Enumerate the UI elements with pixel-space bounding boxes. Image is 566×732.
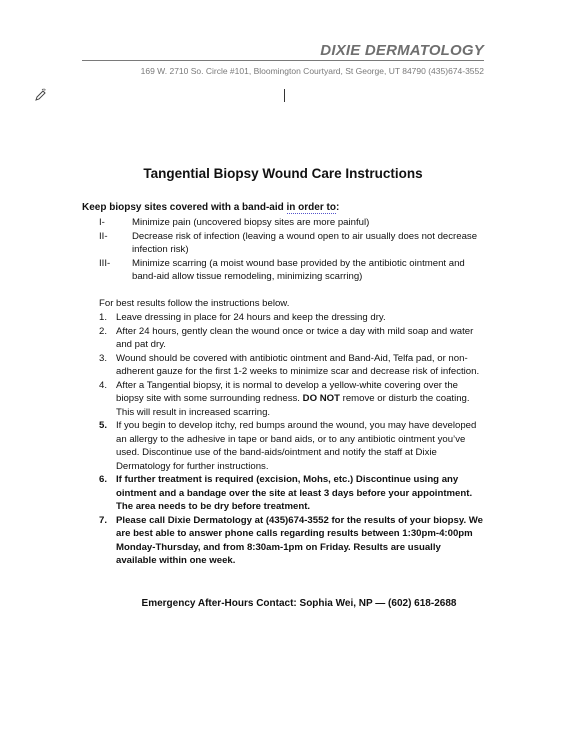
list-text-part: remove or disturb the coating. This will result in increased scarring. [116, 393, 470, 418]
list-text: Leave dressing in place for 24 hours and keep the dressing dry. [116, 312, 386, 323]
intro-dotted-phrase: in order to [286, 202, 336, 213]
list-text [116, 379, 483, 420]
list-text: After 24 hours, gently clean the wound once or twice a day with mild soap and water and pat dry. [116, 325, 474, 350]
pen-edit-icon[interactable] [34, 88, 48, 102]
list-item [99, 257, 479, 284]
list-item [99, 325, 483, 352]
letterhead [82, 42, 484, 76]
page-title: Tangential Biopsy Wound Care Instructions [143, 166, 423, 181]
list-item [99, 514, 483, 568]
list-number: 1. [99, 312, 108, 323]
intro-line [82, 202, 339, 213]
brand-name: DIXIE DERMATOLOGY [320, 42, 484, 59]
list-text: If further treatment is required (excision, Mohs, etc.) Discontinue using any ointment and a bandage over the site at least 3 days before your appointment. The area needs to be dry before treatment. [116, 474, 473, 512]
list-number: III- [99, 257, 111, 269]
reasons-list [99, 216, 479, 284]
list-text: If you begin to develop itchy, red bumps around the wound, you may have developed an allergy to the adhesive in tape or band aids, or to any antibiotic ointment you’ve used. Discontinue use of the band-aids/ointment and notify the staff at Dixie Dermatology for further instructions. [116, 420, 477, 472]
do-not-emphasis: DO NOT [302, 393, 340, 404]
list-text: Wound should be covered with antibiotic ointment and Band-Aid, Telfa pad, or non-adherent gauze for the first 1-2 weeks to minimize scar and decrease risk of infection. [116, 352, 480, 377]
list-text: Minimize pain (uncovered biopsy sites are more painful) [132, 217, 370, 228]
list-number: 3. [99, 352, 108, 364]
list-item [99, 352, 483, 379]
list-number: II- [99, 230, 108, 242]
list-item [99, 473, 483, 514]
list-item [99, 230, 479, 257]
list-number: 2. [99, 325, 108, 337]
list-text: Decrease risk of infection (leaving a wound open to air usually does not decrease infection risk) [132, 230, 478, 255]
list-item [99, 379, 483, 420]
instructions-lead: For best results follow the instructions below. [99, 298, 290, 309]
list-item [99, 216, 479, 230]
list-number: 7. [99, 514, 108, 526]
list-text-part: After a Tangential biopsy, it is normal to develop a yellow-white covering over the biopsy site with some surrounding redness. [116, 379, 459, 404]
list-number: 4. [99, 379, 108, 391]
list-text: Minimize scarring (a moist wound base provided by the antibiotic ointment and band-aid allow tissue remodeling, minimizing scarring) [132, 257, 465, 282]
list-text: Please call Dixie Dermatology at (435)674-3552 for the results of your biopsy. We are best able to answer phone calls regarding results between 1:30pm-4:00pm Monday-Thursday, and from 8:30am-1pm on Friday. Results are usually available within one week. [116, 514, 484, 566]
list-item [99, 311, 483, 325]
list-item [99, 419, 483, 473]
instructions-list [99, 311, 483, 568]
clinic-address: 169 W. 2710 So. Circle #101, Bloomington Courtyard, St George, UT 84790 (435)674-3552 [140, 66, 484, 76]
list-number: 6. [99, 474, 108, 485]
text-cursor [284, 89, 285, 102]
intro-prefix: Keep biopsy sites covered with a band-aid [82, 202, 287, 213]
letterhead-rule [82, 42, 484, 61]
intro-suffix: : [335, 202, 340, 213]
list-number: 5. [99, 420, 108, 431]
list-number: I- [99, 217, 105, 228]
emergency-contact: Emergency After-Hours Contact: Sophia Wei, NP — (602) 618-2688 [141, 598, 457, 609]
